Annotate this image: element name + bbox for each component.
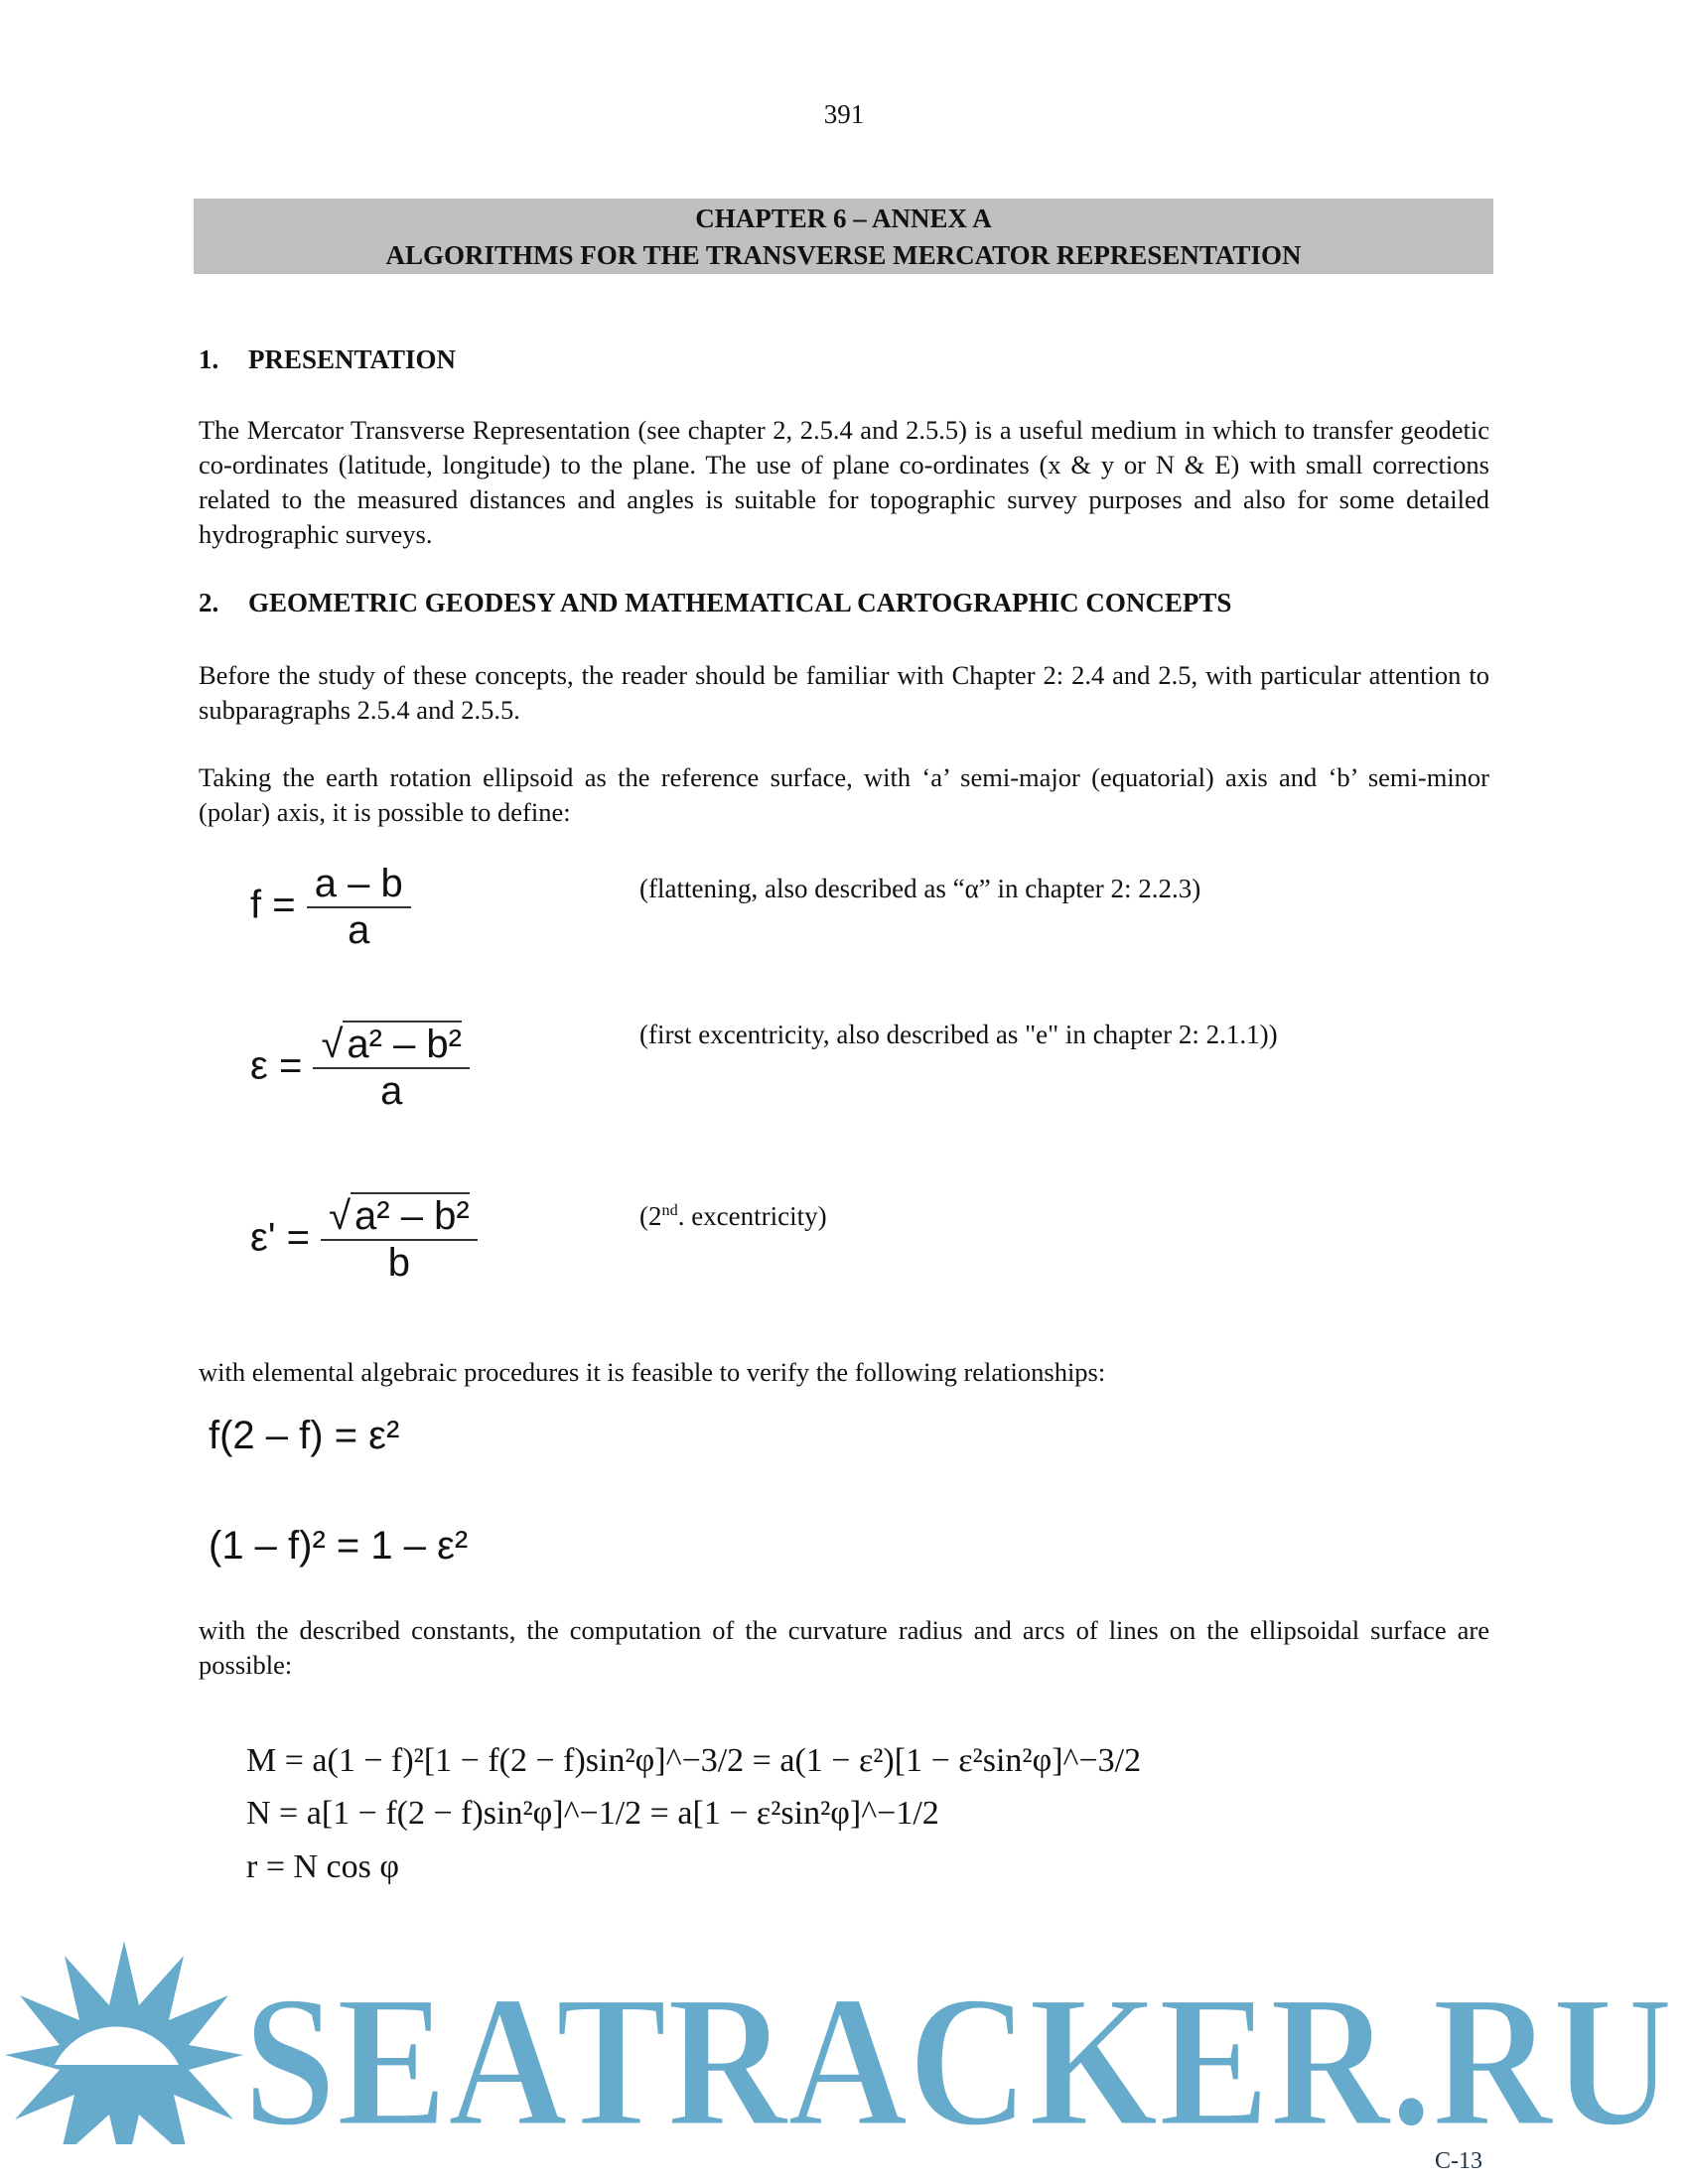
section-1-heading xyxy=(199,344,456,375)
section-2-paragraph-3: with elemental algebraic procedures it is feasible to verify the following relationships: xyxy=(199,1357,1106,1387)
denominator: a xyxy=(348,908,370,952)
section-2-paragraph-4: with the described constants, the computation of the curvature radius and arcs of lines on the ellipsoidal surface are possible: xyxy=(199,1615,1489,1680)
formula-second-excentricity-note xyxy=(639,1201,827,1232)
formula-first-excentricity xyxy=(250,1023,470,1114)
numerator: a – b xyxy=(314,862,403,905)
numerator: √ a² – b² xyxy=(321,1023,462,1066)
watermark-text: SEATRACKER.RU xyxy=(243,1958,1673,2144)
formula-lhs: f = xyxy=(250,883,296,927)
section-title: GEOMETRIC GEODESY AND MATHEMATICAL CARTOGRAPHIC CONCEPTS xyxy=(248,588,1232,617)
section-1-paragraph: The Mercator Transverse Representation (see chapter 2, 2.5.4 and 2.5.5) is a useful medium in which to transfer geodetic co-ordinates (latitude, longitude) to the plane. The use of plane co-ordinates (x & y or N & E) with small corrections related to the measured distances and angles is suitable for topographic survey purposes and also for some detailed hydrographic surveys. xyxy=(199,415,1489,549)
chapter-header-line1: CHAPTER 6 – ANNEX A xyxy=(695,204,992,233)
radicand: a² – b² xyxy=(343,1021,462,1066)
fraction xyxy=(321,1194,478,1286)
page-number: 391 xyxy=(823,99,865,129)
section-number: 1. xyxy=(199,344,219,374)
equation-M: M = a(1 − f)²[1 − f(2 − f)sin²φ]^−3/2 = a(1 − ε²)[1 − ε²sin²φ]^−3/2 xyxy=(246,1742,1142,1779)
note-text: . excentricity) xyxy=(677,1201,827,1231)
formula-flattening xyxy=(250,862,411,953)
fraction xyxy=(307,862,411,953)
section-title: PRESENTATION xyxy=(248,344,457,374)
section-2-paragraph-2: Taking the earth rotation ellipsoid as the reference surface, with ‘a’ semi-major (equatorial) axis and ‘b’ semi-minor (polar) axis, it is possible to define: xyxy=(199,762,1489,827)
section-2-heading xyxy=(199,588,1231,618)
section-2-paragraph-1: Before the study of these concepts, the reader should be familiar with Chapter 2: 2.4 and 2.5, with particular attention to subparagraphs 2.5.4 and 2.5.5. xyxy=(199,660,1489,725)
sun-icon xyxy=(5,1941,243,2144)
relationship-2: (1 – f)² = 1 – ε² xyxy=(209,1524,469,1568)
formula-lhs: ε' = xyxy=(250,1215,310,1260)
note-superscript: nd xyxy=(661,1201,678,1219)
note-text: (2 xyxy=(639,1201,662,1231)
formula-lhs: ε = xyxy=(250,1043,303,1088)
formula-flattening-note: (flattening, also described as “α” in chapter 2: 2.2.3) xyxy=(639,874,1201,903)
numerator: √ a² – b² xyxy=(329,1194,470,1238)
formula-first-excentricity-note: (first excentricity, also described as "e" in chapter 2: 2.1.1)) xyxy=(639,1020,1278,1049)
formula-second-excentricity xyxy=(250,1194,478,1286)
denominator: b xyxy=(387,1241,410,1285)
fraction xyxy=(313,1023,470,1114)
chapter-header xyxy=(194,199,1493,274)
chapter-header-line2: ALGORITHMS FOR THE TRANSVERSE MERCATOR REPRESENTATION xyxy=(385,240,1302,270)
page-code: C-13 xyxy=(1435,2148,1482,2174)
denominator: a xyxy=(380,1069,403,1113)
relationship-1: f(2 – f) = ε² xyxy=(209,1414,400,1457)
equation-N: N = a[1 − f(2 − f)sin²φ]^−1/2 = a[1 − ε²sin²φ]^−1/2 xyxy=(246,1795,939,1832)
watermark-logo xyxy=(0,1931,1688,2144)
section-number: 2. xyxy=(199,588,219,617)
radicand: a² – b² xyxy=(351,1192,470,1238)
equation-r: r = N cos φ xyxy=(246,1848,399,1885)
